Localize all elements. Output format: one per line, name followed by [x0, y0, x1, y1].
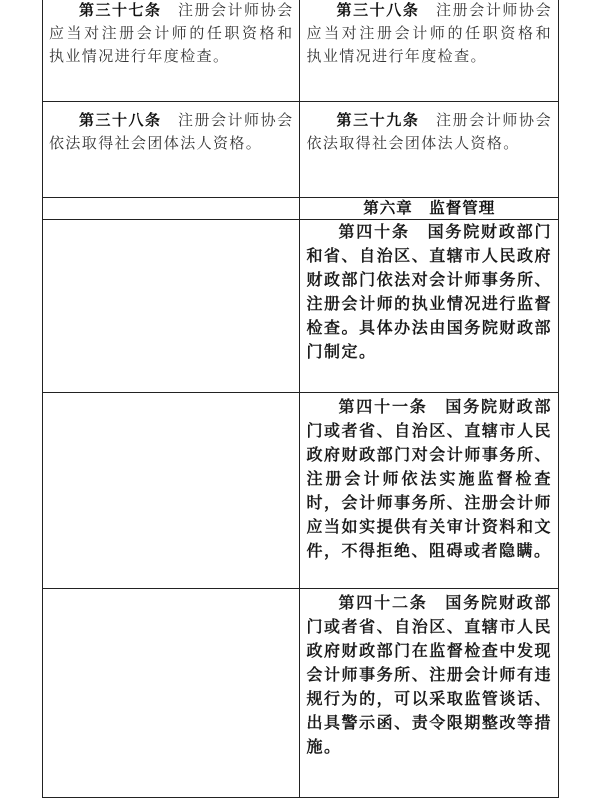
- article-paragraph: [49, 0, 293, 68]
- article-number: 第三十九条: [336, 111, 420, 129]
- table-row: [43, 393, 559, 589]
- article-paragraph: 第四十一条 国务院财政部门或者省、自治区、直辖市人民政府财政部门对会计师事务所、注册会计师依法实施监督检查时，会计师事务所、注册会计师应当如实提供有关审计资料和文件，不得拒绝、阻碍或者隐瞒。: [306, 397, 552, 560]
- old-text-cell-empty: [43, 220, 300, 393]
- chapter-cell: [300, 198, 559, 220]
- table-row: [43, 102, 559, 198]
- article-number: 第三十八条: [79, 111, 162, 129]
- article-number: 第三十八条: [336, 1, 420, 19]
- chapter-title: 第六章 监督管理: [363, 198, 496, 217]
- article-text: 注册会计师协会应当对注册会计师的任职资格和执业情况进行年度检查。: [306, 1, 552, 65]
- old-text-cell-empty: [43, 589, 300, 798]
- article-text: 注册会计师协会依法取得社会团体法人资格。: [49, 111, 294, 152]
- article-paragraph: [306, 0, 552, 68]
- article-paragraph: [306, 109, 552, 155]
- old-text-cell-empty: [43, 393, 300, 589]
- old-text-cell: [43, 102, 300, 198]
- table-row: [43, 220, 559, 393]
- new-text-cell: [300, 0, 559, 102]
- new-text-cell: [300, 220, 559, 393]
- comparison-table: [42, 0, 559, 798]
- article-text: 注册会计师协会依法取得社会团体法人资格。: [306, 111, 552, 152]
- old-text-cell: [43, 0, 300, 102]
- table-row: [43, 198, 559, 220]
- article-text: 注册会计师协会应当对注册会计师的任职资格和执业情况进行年度检查。: [49, 1, 294, 65]
- new-text-cell: [300, 102, 559, 198]
- new-text-cell: [300, 393, 559, 589]
- article-number: 第三十七条: [79, 1, 162, 19]
- article-paragraph: [49, 109, 293, 155]
- table-row: [43, 589, 559, 798]
- article-paragraph: 第四十二条 国务院财政部门或者省、自治区、直辖市人民政府财政部门在监督检查中发现会计师事务所、注册会计师有违规行为的，可以采取监管谈话、出具警示函、责令限期整改等措施。: [306, 593, 552, 756]
- new-text-cell: [300, 589, 559, 798]
- article-paragraph: 第四十条 国务院财政部门和省、自治区、直辖市人民政府财政部门依法对会计师事务所、注册会计师的执业情况进行监督检查。具体办法由国务院财政部门制定。: [306, 222, 552, 361]
- table-row: [43, 0, 559, 102]
- old-text-cell-empty: [43, 198, 300, 220]
